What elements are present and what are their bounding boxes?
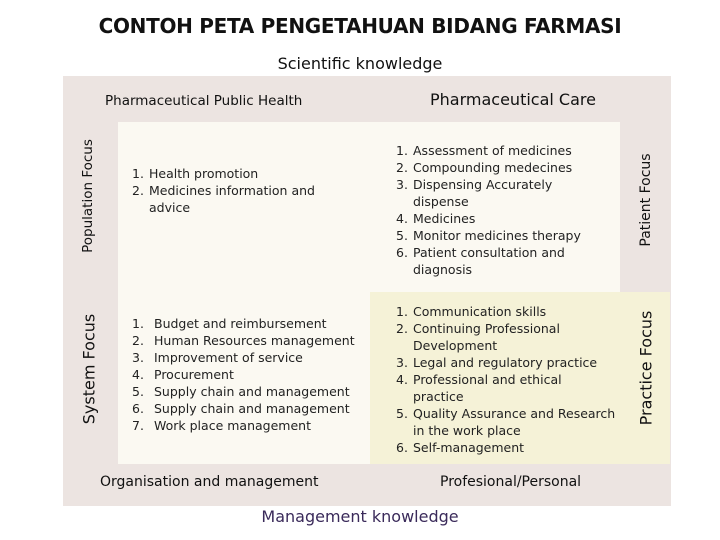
list-item: 2. Compounding medecines <box>396 160 573 175</box>
list-item: 1. Budget and reimbursement <box>132 316 327 331</box>
patient-focus-label: Patient Focus <box>638 153 654 247</box>
system-focus-label: System Focus <box>79 313 99 425</box>
list-item: 6. Patient consultation and diagnosis <box>396 245 565 277</box>
list-item: 1. Assessment of medicines <box>396 143 572 158</box>
list-item: 5. Supply chain and management <box>132 384 350 399</box>
list-item: 2. Continuing Professional Development <box>396 321 560 353</box>
pharmaceutical-care-header: Pharmaceutical Care <box>430 90 596 109</box>
list-item: 5. Quality Assurance and Research in the work place <box>396 406 616 438</box>
practice-focus-label: Practice Focus <box>636 310 656 426</box>
public-health-list <box>132 165 342 216</box>
page-title: CONTOH PETA PENGETAHUAN BIDANG FARMASI <box>98 14 622 38</box>
list-item: 1. Health promotion <box>132 166 259 181</box>
professional-personal-footer: Profesional/Personal <box>440 474 582 490</box>
list-item: 4. Professional and ethical practice <box>396 372 562 404</box>
practice-professional-list <box>396 303 616 456</box>
list-item: 3. Dispensing Accurately dispense <box>396 177 553 209</box>
organisation-management-footer: Organisation and management <box>100 474 319 490</box>
list-item: 5. Monitor medicines therapy <box>396 228 581 243</box>
public-health-header: Pharmaceutical Public Health <box>105 93 303 109</box>
list-item: 2. Human Resources management <box>132 333 355 348</box>
list-item: 3. Improvement of service <box>132 350 303 365</box>
list-item: 6. Self-management <box>396 440 525 455</box>
list-item: 4. Procurement <box>132 367 234 382</box>
list-item: 1. Communication skills <box>396 304 547 319</box>
list-item: 4. Medicines <box>396 211 476 226</box>
population-focus-label: Population Focus <box>80 139 96 253</box>
list-item: 2. Medicines information and advice <box>132 183 315 215</box>
list-item: 6. Supply chain and management <box>132 401 350 416</box>
scientific-knowledge-label: Scientific knowledge <box>277 54 443 73</box>
management-knowledge-label: Management knowledge <box>261 507 459 526</box>
patient-care-list <box>396 142 606 278</box>
system-management-list <box>132 315 362 434</box>
list-item: 7. Work place management <box>132 418 311 433</box>
list-item: 3. Legal and regulatory practice <box>396 355 598 370</box>
